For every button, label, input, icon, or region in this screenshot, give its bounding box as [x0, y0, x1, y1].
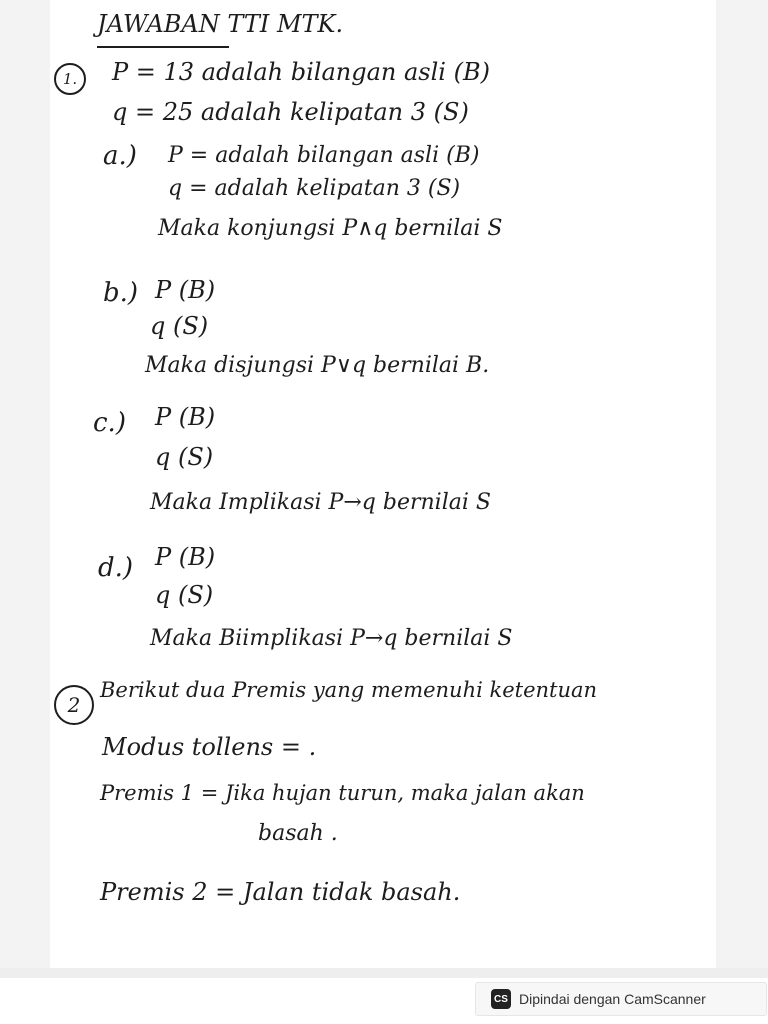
part-b-line-q: q (S) [150, 312, 209, 340]
part-d-conclusion: Maka Biimplikasi P→q bernilai S [150, 626, 513, 651]
q2-premis-1: Premis 1 = Jika hujan turun, maka jalan akan [100, 781, 585, 805]
part-b-label: b.) [103, 278, 139, 308]
part-a-conclusion: Maka konjungsi P∧q bernilai S [158, 216, 503, 241]
part-d-line-p: P (B) [155, 543, 216, 571]
part-d-label: d.) [98, 553, 134, 583]
page-title: JAWABAN TTI MTK. [97, 10, 344, 38]
part-c-line-p: P (B) [155, 403, 216, 431]
part-b-line-p: P (B) [155, 276, 216, 304]
part-b-conclusion: Maka disjungsi P∨q bernilai B. [145, 353, 490, 378]
q2-line-2: Modus tollens = . [102, 733, 317, 761]
question-2-number: 2 [54, 685, 94, 725]
part-d-line-q: q (S) [155, 581, 214, 609]
paper-edge-left [0, 0, 50, 975]
camscanner-text: Dipindai dengan CamScanner [519, 991, 706, 1007]
part-c-conclusion: Maka Implikasi P→q bernilai S [150, 490, 491, 515]
paper-edge-right [716, 0, 768, 975]
question-1-number: 1. [54, 63, 86, 95]
q2-line-1: Berikut dua Premis yang memenuhi ketentuan [100, 678, 598, 702]
q2-premis-2: Premis 2 = Jalan tidak basah. [100, 878, 461, 906]
part-c-line-q: q (S) [155, 443, 214, 471]
part-a-line-q: q = adalah kelipatan 3 (S) [168, 176, 461, 201]
camscanner-logo-icon: CS [491, 989, 511, 1009]
q1-statement-q: q = 25 adalah kelipatan 3 (S) [112, 98, 469, 126]
title-underline [97, 46, 229, 48]
part-a-line-p: P = adalah bilangan asli (B) [168, 143, 480, 168]
part-a-label: a.) [103, 141, 137, 171]
q2-premis-1-cont: basah . [258, 821, 338, 846]
camscanner-watermark [475, 982, 767, 1016]
q1-statement-p: P = 13 adalah bilangan asli (B) [112, 58, 490, 86]
paper-edge-bottom [0, 968, 768, 978]
part-c-label: c.) [93, 408, 126, 438]
